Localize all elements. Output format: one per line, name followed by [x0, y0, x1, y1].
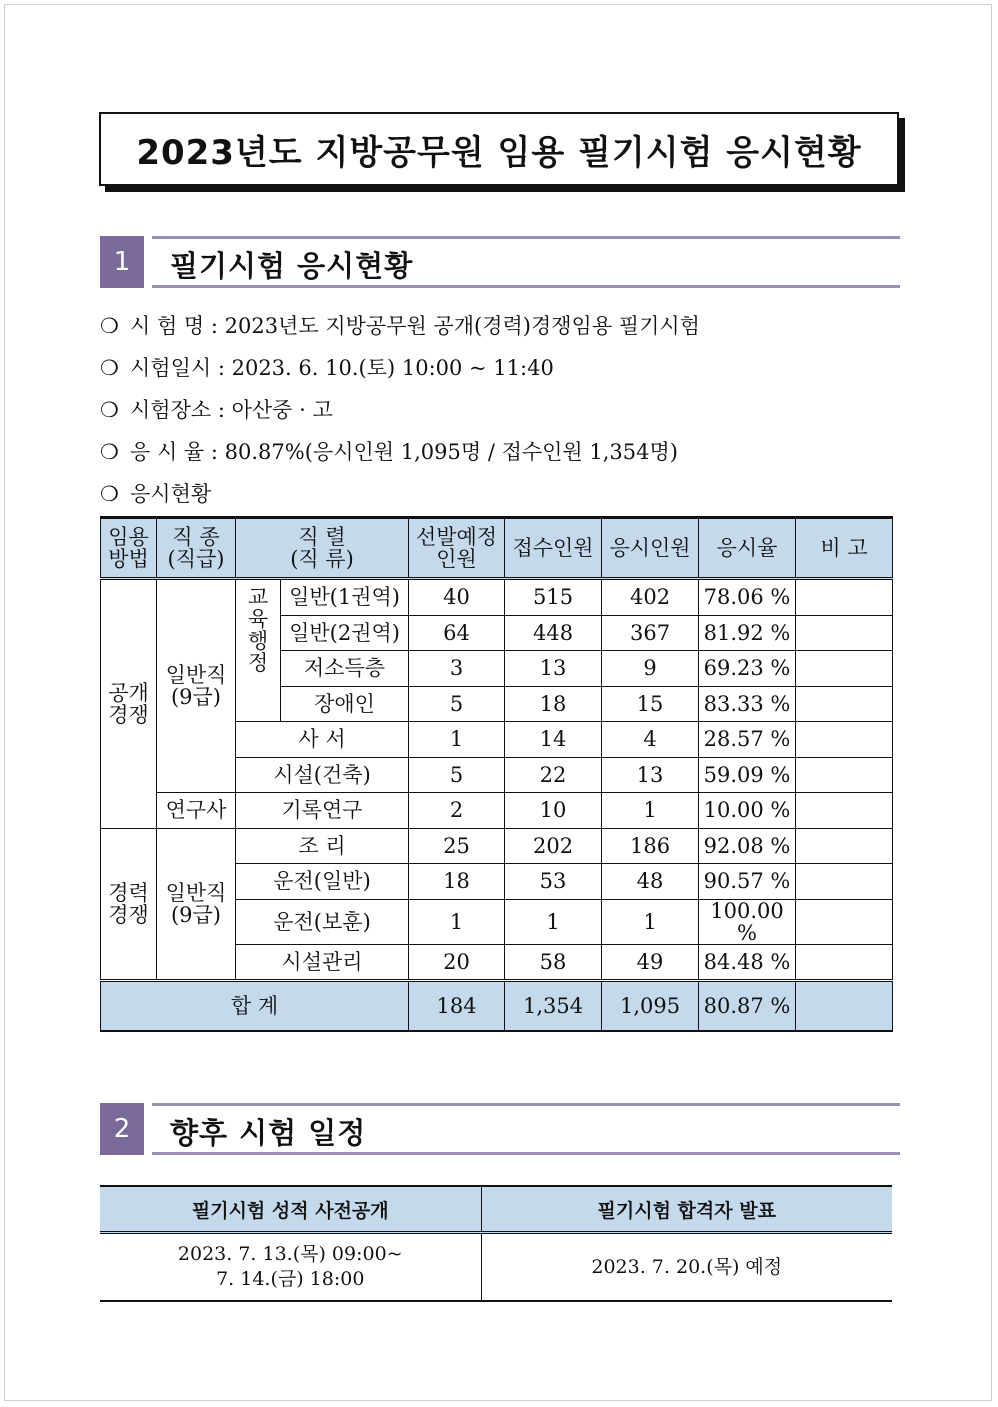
schedule-preview-line1: 2023. 7. 13.(목) 09:00~: [177, 1243, 403, 1266]
row-series: 운전(일반): [236, 864, 409, 900]
row-planned: 25: [409, 828, 505, 864]
row-rate: 92.08 %: [699, 828, 796, 864]
row-applied: 22: [505, 757, 602, 793]
row-rate: 59.09 %: [699, 757, 796, 793]
row-rate: 10.00 %: [699, 793, 796, 829]
header-note: 비 고: [796, 518, 893, 579]
row-series: 일반(2권역): [281, 615, 409, 651]
row-series: 장애인: [281, 686, 409, 722]
row-took: 49: [602, 944, 699, 981]
row-applied: 53: [505, 864, 602, 900]
info-exam-location: [100, 394, 333, 424]
row-applied: 58: [505, 944, 602, 981]
info-value: 80.87%(응시인원 1,095명 / 접수인원 1,354명): [224, 440, 678, 464]
row-took: 367: [602, 615, 699, 651]
row-took: 15: [602, 686, 699, 722]
document-title: 2023년도 지방공무원 임용 필기시험 응시현황: [136, 132, 862, 173]
attendance-table: [100, 516, 893, 1032]
info-status-heading: [100, 478, 211, 508]
header-method: 임용 방법: [101, 518, 157, 579]
row-applied: 13: [505, 651, 602, 687]
row-note: [796, 864, 893, 900]
jobtype-researcher: 연구사: [157, 793, 236, 829]
info-label: 응 시 율 :: [130, 440, 218, 464]
info-attendance-rate: [100, 436, 678, 466]
schedule-preview-line2: 7. 14.(금) 18:00: [216, 1268, 365, 1290]
row-series: 기록연구: [236, 793, 409, 829]
row-planned: 18: [409, 864, 505, 900]
row-rate: 28.57 %: [699, 722, 796, 758]
bullet-circle-icon: ❍: [100, 398, 119, 422]
method-career: 경력 경쟁: [101, 828, 157, 981]
total-rate: 80.87 %: [699, 981, 796, 1032]
row-rate: 83.33 %: [699, 686, 796, 722]
section-2-number: 2: [100, 1103, 144, 1155]
row-series: 일반(1권역): [281, 579, 409, 616]
table-row: [101, 793, 893, 829]
row-note: [796, 686, 893, 722]
info-label: 응시현황: [130, 482, 212, 506]
bullet-circle-icon: ❍: [100, 356, 119, 380]
schedule-row: [100, 1233, 892, 1302]
bullet-circle-icon: ❍: [100, 482, 119, 506]
row-planned: 1: [409, 722, 505, 758]
bullet-circle-icon: ❍: [100, 440, 119, 464]
row-planned: 64: [409, 615, 505, 651]
section-1-header: [100, 236, 900, 288]
section-1-number: 1: [100, 236, 144, 288]
total-label: 합 계: [101, 981, 409, 1032]
row-applied: 448: [505, 615, 602, 651]
header-rate: 응시율: [699, 518, 796, 579]
row-planned: 2: [409, 793, 505, 829]
section-2-rule-bottom: [152, 1152, 900, 1155]
row-applied: 14: [505, 722, 602, 758]
row-rate: 84.48 %: [699, 944, 796, 981]
row-took: 402: [602, 579, 699, 616]
row-rate: 81.92 %: [699, 615, 796, 651]
row-series: 저소득층: [281, 651, 409, 687]
row-planned: 20: [409, 944, 505, 981]
jobtype-general9: 일반직 (9급): [157, 579, 236, 793]
row-rate: 90.57 %: [699, 864, 796, 900]
table-row: [101, 579, 893, 616]
row-planned: 5: [409, 757, 505, 793]
row-took: 1: [602, 899, 699, 944]
row-took: 1: [602, 793, 699, 829]
section-2-header: [100, 1103, 900, 1155]
table-row: [101, 828, 893, 864]
row-applied: 10: [505, 793, 602, 829]
row-took: 4: [602, 722, 699, 758]
schedule-header-announce: 필기시험 합격자 발표: [481, 1186, 892, 1233]
info-label: 시험일시 :: [130, 356, 225, 380]
series-group-edu-admin: 교 육 행 정: [236, 579, 281, 722]
document-title-box: [99, 112, 899, 186]
header-took: 응시인원: [602, 518, 699, 579]
row-note: [796, 793, 893, 829]
section-2-title: 향후 시험 일정: [170, 1116, 367, 1150]
section-1-rule-top: [152, 236, 900, 239]
row-planned: 1: [409, 899, 505, 944]
header-jobtype: 직 종 (직급): [157, 518, 236, 579]
row-note: [796, 722, 893, 758]
row-series: 사 서: [236, 722, 409, 758]
row-took: 186: [602, 828, 699, 864]
row-took: 48: [602, 864, 699, 900]
row-note: [796, 615, 893, 651]
total-took: 1,095: [602, 981, 699, 1032]
bullet-circle-icon: ❍: [100, 314, 119, 338]
info-exam-date: [100, 352, 554, 382]
row-planned: 3: [409, 651, 505, 687]
table-header-row: [101, 518, 893, 579]
row-rate: 69.23 %: [699, 651, 796, 687]
row-note: [796, 651, 893, 687]
row-planned: 5: [409, 686, 505, 722]
jobtype-general9-career: 일반직 (9급): [157, 828, 236, 981]
method-open: 공개 경쟁: [101, 579, 157, 829]
row-planned: 40: [409, 579, 505, 616]
schedule-header-row: [100, 1186, 892, 1233]
header-planned: 선발예정 인원: [409, 518, 505, 579]
section-2-rule-top: [152, 1103, 900, 1106]
info-exam-name: [100, 310, 700, 340]
row-applied: 1: [505, 899, 602, 944]
table-total-row: [101, 981, 893, 1032]
info-value: 2023년도 지방공무원 공개(경력)경쟁임용 필기시험: [224, 314, 700, 338]
row-took: 13: [602, 757, 699, 793]
row-rate: 100.00 %: [699, 899, 796, 944]
info-value: 2023. 6. 10.(토) 10:00 ~ 11:40: [231, 356, 554, 380]
total-planned: 184: [409, 981, 505, 1032]
row-series: 운전(보훈): [236, 899, 409, 944]
total-applied: 1,354: [505, 981, 602, 1032]
row-rate: 78.06 %: [699, 579, 796, 616]
section-1-rule-bottom: [152, 285, 900, 288]
schedule-announce-date: 2023. 7. 20.(목) 예정: [481, 1233, 892, 1302]
header-applied: 접수인원: [505, 518, 602, 579]
header-series: 직 렬 (직 류): [236, 518, 409, 579]
row-applied: 202: [505, 828, 602, 864]
row-series: 조 리: [236, 828, 409, 864]
row-note: [796, 899, 893, 944]
row-note: [796, 579, 893, 616]
total-note: [796, 981, 893, 1032]
row-note: [796, 944, 893, 981]
row-applied: 18: [505, 686, 602, 722]
info-value: 아산중 · 고: [231, 398, 333, 422]
row-applied: 515: [505, 579, 602, 616]
section-1-title: 필기시험 응시현황: [170, 249, 414, 283]
schedule-table: [100, 1185, 892, 1302]
info-label: 시험장소 :: [130, 398, 225, 422]
info-label: 시 험 명 :: [130, 314, 218, 338]
row-note: [796, 828, 893, 864]
schedule-header-preview: 필기시험 성적 사전공개: [100, 1186, 481, 1233]
row-note: [796, 757, 893, 793]
schedule-preview-dates: [100, 1233, 481, 1302]
row-series: 시설관리: [236, 944, 409, 981]
row-took: 9: [602, 651, 699, 687]
row-series: 시설(건축): [236, 757, 409, 793]
